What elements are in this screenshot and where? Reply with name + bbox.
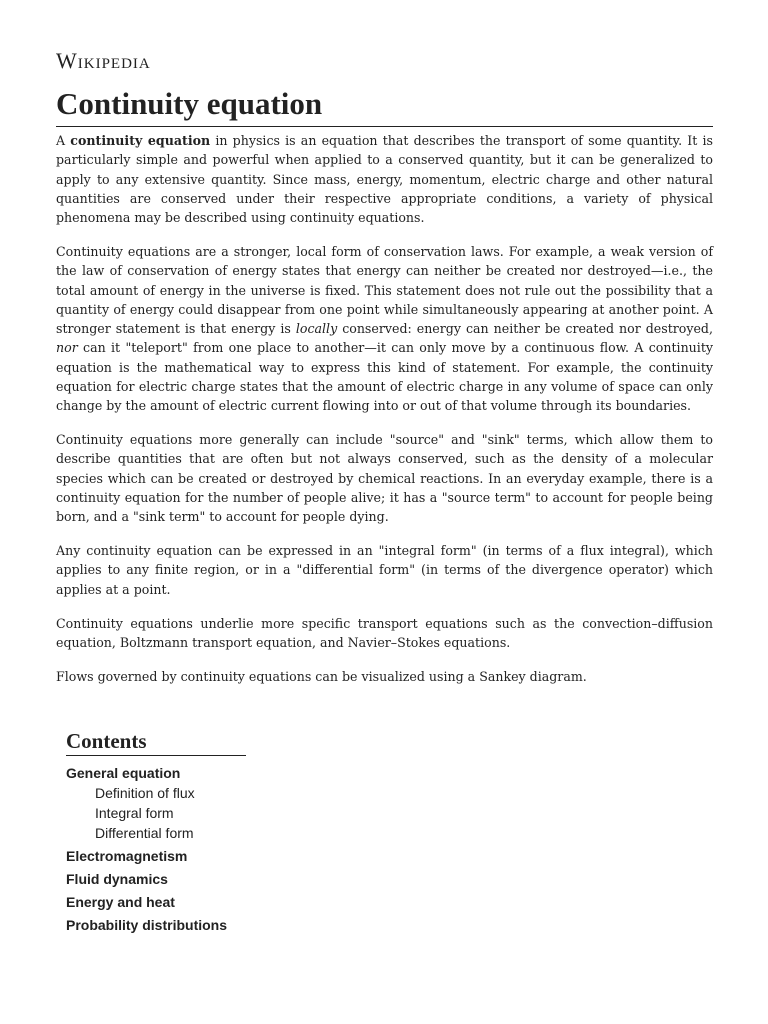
forms-paragraph: Any continuity equation can be expressed in an "integral form" (in terms of a flux integral), which applies to any finite region, or in a "differential form" (in terms of the divergence operator) which applies at a point. xyxy=(56,543,713,597)
toc-item-fluid-dynamics[interactable]: Fluid dynamics xyxy=(66,871,168,887)
conservation-paragraph xyxy=(56,242,713,416)
toc-subitem-definition-of-flux[interactable]: Definition of flux xyxy=(95,785,195,801)
intro-lead-text: A xyxy=(56,133,71,148)
toc-subitem-integral-form[interactable]: Integral form xyxy=(95,805,174,821)
conservation-text-2: conserved: energy can neither be created nor destroyed, xyxy=(337,321,713,337)
toc-subitem-differential-form[interactable]: Differential form xyxy=(95,825,194,841)
toc-item-label: General equation xyxy=(66,765,181,781)
conservation-italic-nor: nor xyxy=(56,340,78,356)
intro-paragraph xyxy=(56,131,713,227)
transport-paragraph: Continuity equations underlie more specific transport equations such as the convection–diffusion equation, Boltzmann transport equation, and Navier–Stokes equations. xyxy=(56,615,713,650)
toc-sublist xyxy=(95,783,246,843)
wikipedia-logo[interactable]: Wikipedia xyxy=(56,48,151,73)
conservation-text-3: can it "teleport" from one place to another—it can only move by a continuous flow. A continuity equation is the mathematical way to express this kind of statement. For example, the continuity equation for electric charge states that the amount of electric charge in any volume of space can only change by the amount of electric current flowing into or out of that volume through its boundaries. xyxy=(56,340,713,414)
intro-bold-term: continuity equation xyxy=(70,133,211,148)
page-title: Continuity equation xyxy=(56,84,713,127)
toc-item-general-equation[interactable] xyxy=(66,763,246,843)
article-body xyxy=(56,131,713,700)
toc-list xyxy=(66,763,246,935)
intro-rest-text: in physics is an equation that describes the transport of some quantity. It is particularly simple and powerful when applied to a conserved quantity, but it can be generalized to apply to any extensive quantity. Since mass, energy, momentum, electric charge and other natural quantities are conserved under their respective appropriate conditions, a variety of physical phenomena may be described using continuity equations. xyxy=(56,133,713,226)
conservation-italic-locally: locally xyxy=(295,321,338,337)
toc-item-probability-distributions[interactable]: Probability distributions xyxy=(66,917,228,933)
source-sink-paragraph: Continuity equations more generally can include "source" and "sink" terms, which allow them to describe quantities that are often but not always conserved, such as the density of a molecular species which can be created or destroyed by chemical reactions. In an everyday example, there is a continuity equation for the number of people alive; it has a "source term" to account for people being born, and a "sink term" to account for people dying. xyxy=(56,432,713,525)
table-of-contents xyxy=(66,728,246,938)
toc-title: Contents xyxy=(66,728,246,756)
sankey-paragraph: Flows governed by continuity equations can be visualized using a Sankey diagram. xyxy=(56,668,587,684)
conservation-text-1: Continuity equations are a stronger, local form of conservation laws. For example, a weak version of the law of conservation of energy states that energy can neither be created nor destroyed—i.e., the total amount of energy in the universe is fixed. This statement does not rule out the possibility that a quantity of energy could disappear from one point while simultaneously appearing at another point. A stronger statement is that energy is xyxy=(56,243,713,337)
toc-item-electromagnetism[interactable]: Electromagnetism xyxy=(66,848,188,864)
toc-item-energy-and-heat[interactable]: Energy and heat xyxy=(66,894,175,910)
